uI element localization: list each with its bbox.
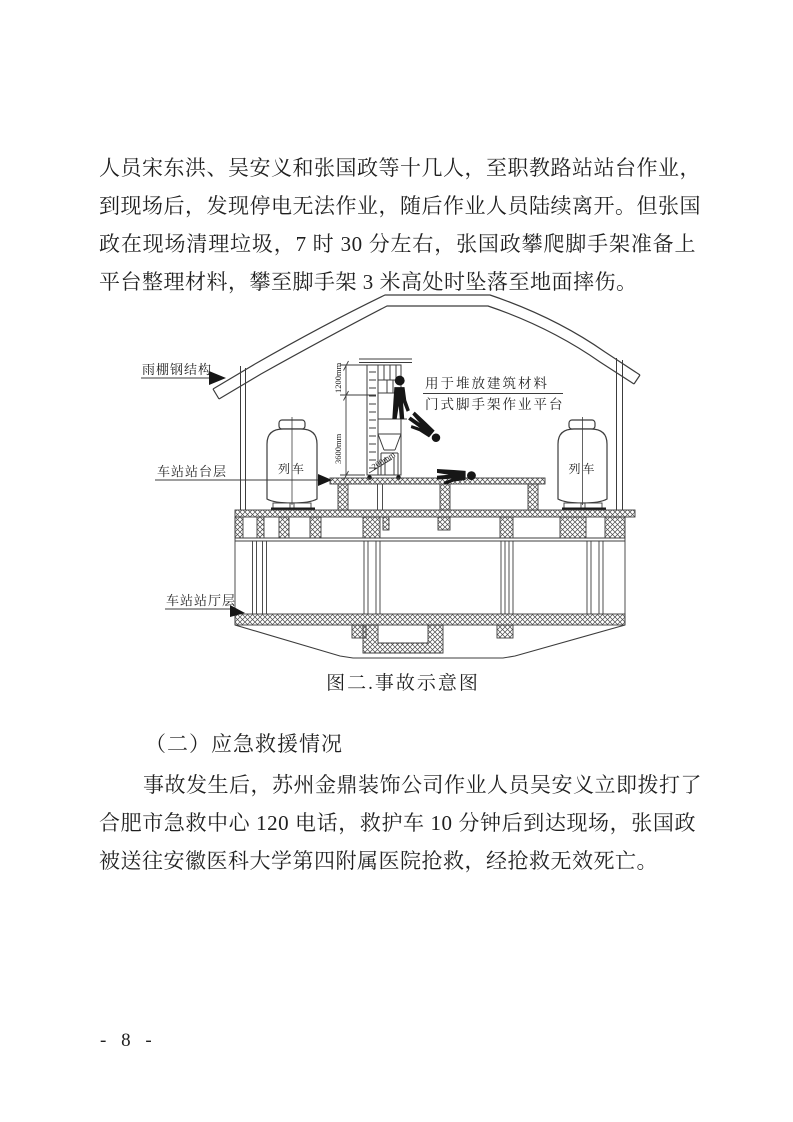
under-track-walls [235,517,625,541]
note-line-2: 门式脚手架作业平台 [425,397,565,412]
paragraph-2-line: 合肥市急救中心 120 电话，救护车 10 分钟后到达现场，张国政 [99,811,696,835]
paragraph-1-line: 人员宋东洪、吴安义和张国政等十几人，至职教路站站台作业， [99,156,701,180]
accident-diagram-figure [135,292,695,704]
right-column [617,358,623,510]
platform-level-label: 车站站台层 [157,464,228,479]
paragraph-1-line: 政在现场清理垃圾，7 时 30 分左右，张国政攀爬脚手架准备上 [99,232,696,256]
dimension-200: 200mm [369,449,397,472]
dimension-1200: 1200mm [333,362,343,393]
paragraph-2-line: 被送往安徽医科大学第四附属医院抢救，经抢救无效死亡。 [99,849,658,873]
figure-caption: 图二.事故示意图 [326,673,480,694]
platform-slab [330,478,545,510]
train-left-label: 列车 [277,462,307,476]
station-cross-section-drawing [135,292,695,704]
paragraph-1-line: 到现场后，发现停电无法作业，随后作业人员陆续离开。但张国 [99,194,701,218]
dimension-3600: 3600mm [333,433,343,464]
note-line-1: 用于堆放建筑材料 [425,376,549,391]
base-slab [235,614,625,658]
paragraph-1-line: 平台整理材料，攀至脚手架 3 米高处时坠落至地面摔伤。 [99,270,638,294]
train-right-label: 列车 [568,462,597,476]
canopy-label: 雨棚钢结构 [142,362,213,377]
section-heading: （二）应急救援情况 [145,732,343,756]
left-column [241,366,246,510]
track-slab [235,510,635,517]
page-number: - 8 - [100,1030,157,1051]
paragraph-2-line: 事故发生后，苏州金鼎装饰公司作业人员吴安义立即拨打了 [143,773,702,797]
worker-falling-silhouette [405,412,443,448]
paragraph-1 [99,149,701,301]
concourse-level-label: 车站站厅层 [166,593,237,608]
paragraph-2 [99,766,702,880]
